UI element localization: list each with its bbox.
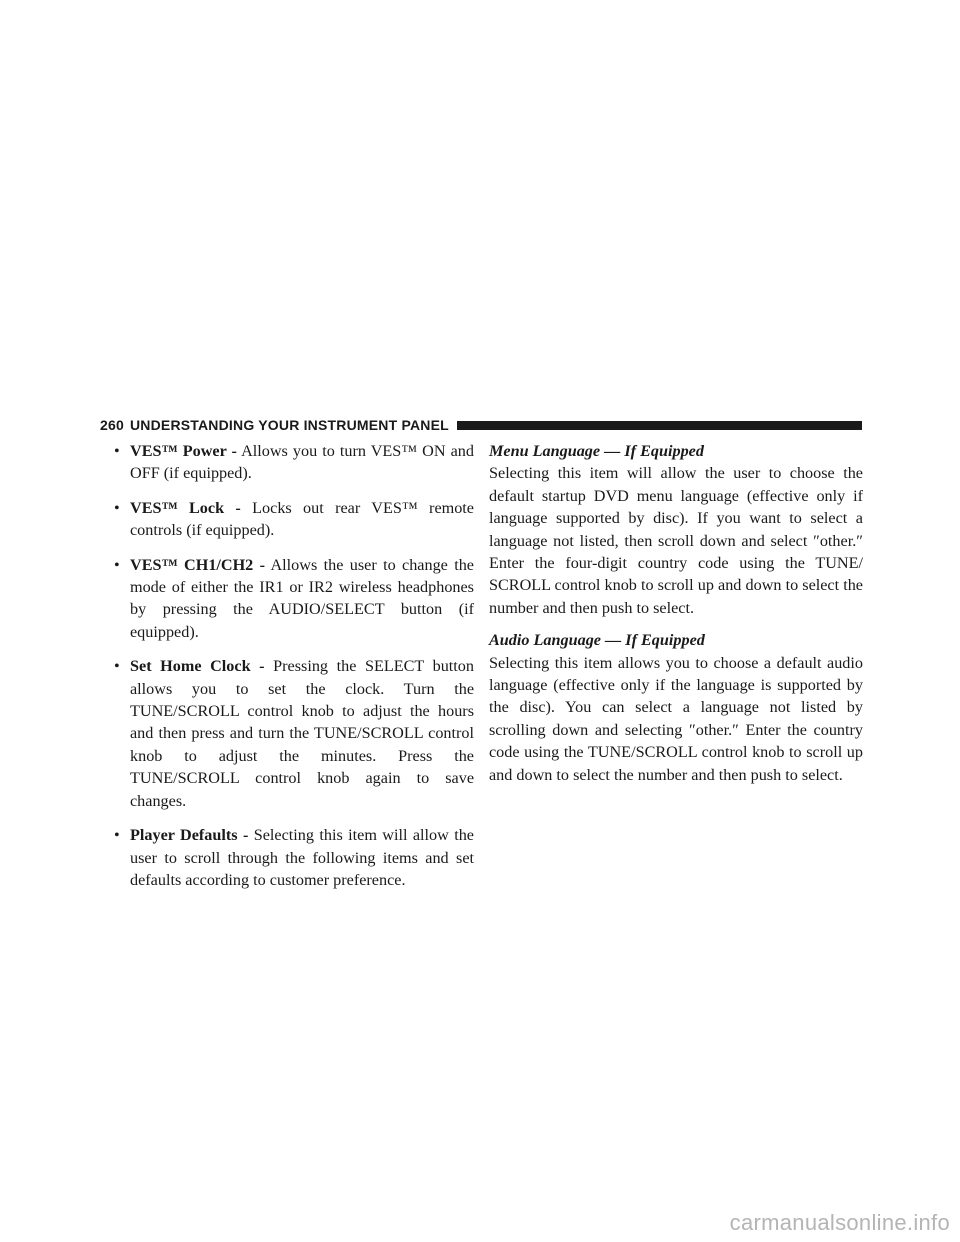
watermark-text: carmanualsonline.info [729, 1210, 950, 1235]
page-number: 260 [100, 417, 124, 433]
section-title: Audio Language — If Equipped [489, 631, 705, 650]
bullet-term: VES™ CH1/CH2 - [130, 555, 266, 574]
page-header [100, 415, 862, 435]
section-title: Menu Language — If Equipped [489, 442, 704, 460]
list-item-player-defaults [114, 824, 474, 891]
bullet-text: Locks out rear VES™ remote controls (if equipped). [130, 498, 474, 540]
bullet-icon: • [114, 498, 120, 517]
list-item-ves-lock [114, 497, 474, 542]
bullet-term: VES™ Lock - [130, 498, 241, 517]
list-item-ves-power [114, 440, 474, 485]
bullet-icon: • [114, 555, 120, 574]
section-body: Selecting this item allows you to choose a default audio language (effective only if the language is supported by the disc). You can select a language not listed by scrolling down and selecting ″other.″ Enter the country code using the TUNE/SCROLL control knob to scroll up and down to select the number and then push to select. [489, 653, 863, 784]
right-column [489, 440, 863, 796]
section-body: Selecting this item will allow the user to choose the default startup DVD menu language (effective only if language supported by disc). If you want to select a language not listed, then scroll down and select ″other.″ Enter the four-digit country code using the TUNE/ SCROLL control knob to scroll up and down to select the number and then push to select. [489, 464, 863, 617]
bullet-text: Pressing the SELECT button allows you to set the clock. Turn the TUNE/SCROLL control knob to adjust the hours and then press and turn the TUNE/SCROLL control knob to adjust the minutes. Press the TUNE/SCROLL control knob again to save changes. [130, 657, 474, 810]
bullet-text: Allows you to turn VES™ ON and OFF (if equipped). [130, 442, 474, 483]
bullet-text: Allows the user to change the mode of either the IR1 or IR2 wireless headphones by pressing the AUDIO/SELECT button (if equipped). [130, 555, 474, 641]
section-header-title: UNDERSTANDING YOUR INSTRUMENT PANEL [129, 417, 449, 433]
section-menu-language [489, 440, 863, 619]
bullet-icon: • [114, 657, 120, 676]
bullet-icon: • [114, 826, 120, 845]
list-item-set-home-clock [114, 655, 474, 812]
bullet-text: Selecting this item will allow the user to scroll through the following items and set defaults according to customer preference. [130, 826, 474, 889]
bullet-term: Player Defaults - [130, 826, 249, 845]
list-item-ves-ch1-ch2 [114, 554, 474, 644]
bullet-term: VES™ Power - [130, 442, 237, 460]
section-audio-language [489, 629, 863, 786]
bullet-icon: • [114, 442, 120, 460]
bullet-term: Set Home Clock - [130, 657, 265, 676]
left-column [114, 440, 474, 903]
header-rule-bar [457, 421, 862, 430]
